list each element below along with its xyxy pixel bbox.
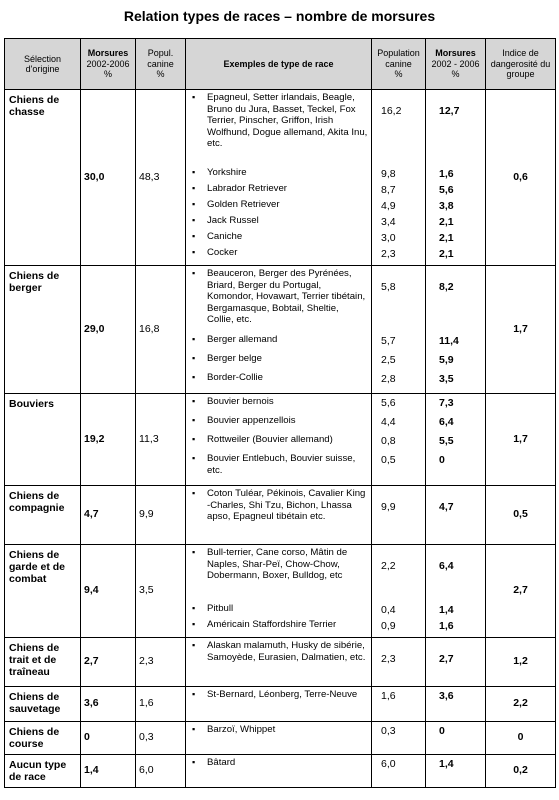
population-value: 5,6 (381, 397, 396, 409)
header-indice: Indice de dangerosité du groupe (486, 39, 556, 90)
table-row (5, 755, 556, 788)
morsures-cell: 2,7 (81, 638, 136, 687)
selection-cell: Chiens de compagnie (5, 486, 81, 545)
breed-example: ▪ Coton Tuléar, Pékinois, Cavalier King -Charles, Shi Tzu, Bichon, Lhassa apso, Epagneul tibétain etc. (189, 488, 368, 542)
morsures-value: 5,6 (439, 184, 454, 196)
morsures-value: 3,6 (439, 690, 454, 702)
morsures-cell: 30,0 (81, 90, 136, 266)
examples-cell (186, 687, 372, 722)
breed-example: ▪ Caniche (189, 231, 368, 247)
population-value: 0,3 (381, 725, 396, 737)
morsures-value: 1,6 (439, 168, 454, 180)
morsures-detail-cell (426, 687, 486, 722)
header-exemples: Exemples de type de race (186, 39, 372, 90)
indice-cell: 1,7 (486, 266, 556, 394)
header-morsures-2: Morsures 2002 - 2006 % (426, 39, 486, 90)
population-value: 0,8 (381, 435, 396, 447)
population-cell (372, 394, 426, 486)
popul-cell: 2,3 (136, 638, 186, 687)
header-row (5, 39, 556, 90)
morsures-value: 7,3 (439, 397, 454, 409)
morsures-cell: 4,7 (81, 486, 136, 545)
table-row (5, 90, 556, 266)
population-cell (372, 638, 426, 687)
morsures-detail-cell (426, 638, 486, 687)
examples-cell (186, 266, 372, 394)
breed-example: ▪ Cocker (189, 247, 368, 263)
population-value: 3,0 (381, 232, 396, 244)
popul-cell: 6,0 (136, 755, 186, 788)
breed-example: ▪ Rottweiler (Bouvier allemand) (189, 434, 368, 453)
morsures-value: 2,1 (439, 216, 454, 228)
morsures-value: 5,5 (439, 435, 454, 447)
population-cell (372, 545, 426, 638)
population-value: 2,2 (381, 560, 396, 572)
selection-cell: Bouviers (5, 394, 81, 486)
selection-cell: Chiens de trait et de traîneau (5, 638, 81, 687)
population-value: 5,8 (381, 281, 396, 293)
selection-cell: Chiens de sauvetage (5, 687, 81, 722)
population-cell (372, 90, 426, 266)
popul-cell: 9,9 (136, 486, 186, 545)
breed-example: ▪ Bouvier Entlebuch, Bouvier suisse, etc. (189, 453, 368, 483)
morsures-value: 1,4 (439, 604, 454, 616)
table-row (5, 687, 556, 722)
morsures-value: 2,1 (439, 232, 454, 244)
morsures-cell: 1,4 (81, 755, 136, 788)
breed-example: ▪ Beauceron, Berger des Pyrénées, Briard, Berger du Portugal, Komondor, Hovawart, Terrier tibétain, Bergamasque, Bobtail, Sheltie, Collie, etc. (189, 268, 368, 334)
morsures-detail-cell (426, 722, 486, 755)
breed-example: ▪ Bouvier bernois (189, 396, 368, 415)
population-value: 2,8 (381, 373, 396, 385)
popul-cell: 11,3 (136, 394, 186, 486)
indice-cell: 0 (486, 722, 556, 755)
morsures-detail-cell (426, 755, 486, 788)
morsures-value: 1,6 (439, 620, 454, 632)
breed-example: ▪ Jack Russel (189, 215, 368, 231)
indice-cell: 0,2 (486, 755, 556, 788)
population-value: 6,0 (381, 758, 396, 770)
morsures-cell: 19,2 (81, 394, 136, 486)
population-value: 16,2 (381, 105, 402, 117)
selection-cell: Chiens de garde et de combat (5, 545, 81, 638)
morsures-value: 2,7 (439, 653, 454, 665)
popul-cell: 16,8 (136, 266, 186, 394)
population-value: 8,7 (381, 184, 396, 196)
breed-example: ▪ Golden Retriever (189, 199, 368, 215)
breed-example: ▪ Bâtard (189, 757, 368, 781)
examples-cell (186, 722, 372, 755)
morsures-value: 4,7 (439, 501, 454, 513)
breed-example: ▪ Berger belge (189, 353, 368, 372)
table-row (5, 638, 556, 687)
population-value: 2,5 (381, 354, 396, 366)
morsures-detail-cell (426, 90, 486, 266)
header-selection: Sélection d'origine (5, 39, 81, 90)
table-row (5, 486, 556, 545)
morsures-detail-cell (426, 486, 486, 545)
population-value: 2,3 (381, 653, 396, 665)
examples-cell (186, 638, 372, 687)
breed-example: ▪ Américain Staffordshire Terrier (189, 619, 368, 635)
popul-cell: 0,3 (136, 722, 186, 755)
examples-cell (186, 486, 372, 545)
population-cell (372, 687, 426, 722)
population-value: 0,4 (381, 604, 396, 616)
breed-example: ▪ Labrador Retriever (189, 183, 368, 199)
popul-cell: 1,6 (136, 687, 186, 722)
selection-cell: Aucun type de race (5, 755, 81, 788)
population-value: 4,9 (381, 200, 396, 212)
indice-cell: 0,5 (486, 486, 556, 545)
popul-cell: 48,3 (136, 90, 186, 266)
indice-cell: 1,2 (486, 638, 556, 687)
indice-cell: 0,6 (486, 90, 556, 266)
popul-cell: 3,5 (136, 545, 186, 638)
morsures-cell: 3,6 (81, 687, 136, 722)
morsures-value: 1,4 (439, 758, 454, 770)
population-value: 1,6 (381, 690, 396, 702)
morsures-cell: 9,4 (81, 545, 136, 638)
population-cell (372, 486, 426, 545)
morsures-value: 3,5 (439, 373, 454, 385)
selection-cell: Chiens de course (5, 722, 81, 755)
breed-example: ▪ Barzoï, Whippet (189, 724, 368, 742)
morsures-value: 0 (439, 725, 445, 737)
population-value: 3,4 (381, 216, 396, 228)
breed-example: ▪ Pitbull (189, 603, 368, 619)
breed-example: ▪ Yorkshire (189, 167, 368, 183)
population-value: 9,9 (381, 501, 396, 513)
breed-example: ▪ St-Bernard, Léonberg, Terre-Neuve (189, 689, 368, 719)
morsures-value: 5,9 (439, 354, 454, 366)
breed-example: ▪ Alaskan malamuth, Husky de sibérie, Samoyède, Eurasien, Dalmatien, etc. (189, 640, 368, 684)
breed-example: ▪ Bouvier appenzellois (189, 415, 368, 434)
indice-cell: 2,7 (486, 545, 556, 638)
breed-example: ▪ Bull-terrier, Cane corso, Mâtin de Naples, Shar-Peï, Chow-Chow, Dobermann, Boxer, Bulldog, etc (189, 547, 368, 603)
morsures-detail-cell (426, 394, 486, 486)
population-cell (372, 755, 426, 788)
population-value: 9,8 (381, 168, 396, 180)
morsures-value: 2,1 (439, 248, 454, 260)
header-population-canine: Population canine % (372, 39, 426, 90)
breed-example: ▪ Border-Collie (189, 372, 368, 391)
morsures-cell: 0 (81, 722, 136, 755)
population-value: 5,7 (381, 335, 396, 347)
morsures-value: 12,7 (439, 105, 460, 117)
page-title: Relation types de races – nombre de morsures (123, 8, 436, 24)
examples-cell (186, 90, 372, 266)
morsures-value: 3,8 (439, 200, 454, 212)
population-cell (372, 722, 426, 755)
morsures-value: 6,4 (439, 416, 454, 428)
header-popul: Popul. canine % (136, 39, 186, 90)
population-value: 4,4 (381, 416, 396, 428)
morsures-value: 8,2 (439, 281, 454, 293)
morsures-value: 0 (439, 454, 445, 466)
indice-cell: 1,7 (486, 394, 556, 486)
morsures-value: 11,4 (439, 335, 459, 347)
table-row (5, 394, 556, 486)
selection-cell: Chiens de chasse (5, 90, 81, 266)
table-row (5, 545, 556, 638)
breed-example: ▪ Berger allemand (189, 334, 368, 353)
breed-example: ▪ Epagneul, Setter irlandais, Beagle, Bruno du Jura, Basset, Teckel, Fox Terrier, Pinscher, Griffon, Irish Wolfhund, Dogue allemand, Akita Inu, etc. (189, 92, 368, 167)
population-value: 0,5 (381, 454, 396, 466)
examples-cell (186, 545, 372, 638)
population-value: 2,3 (381, 248, 396, 260)
morsures-detail-cell (426, 266, 486, 394)
examples-cell (186, 755, 372, 788)
population-value: 0,9 (381, 620, 396, 632)
morsures-detail-cell (426, 545, 486, 638)
morsures-value: 6,4 (439, 560, 454, 572)
selection-cell: Chiens de berger (5, 266, 81, 394)
population-cell (372, 266, 426, 394)
morsures-cell: 29,0 (81, 266, 136, 394)
examples-cell (186, 394, 372, 486)
table-row (5, 722, 556, 755)
indice-cell: 2,2 (486, 687, 556, 722)
header-morsures: Morsures 2002-2006 % (81, 39, 136, 90)
bites-table (4, 38, 556, 788)
table-row (5, 266, 556, 394)
